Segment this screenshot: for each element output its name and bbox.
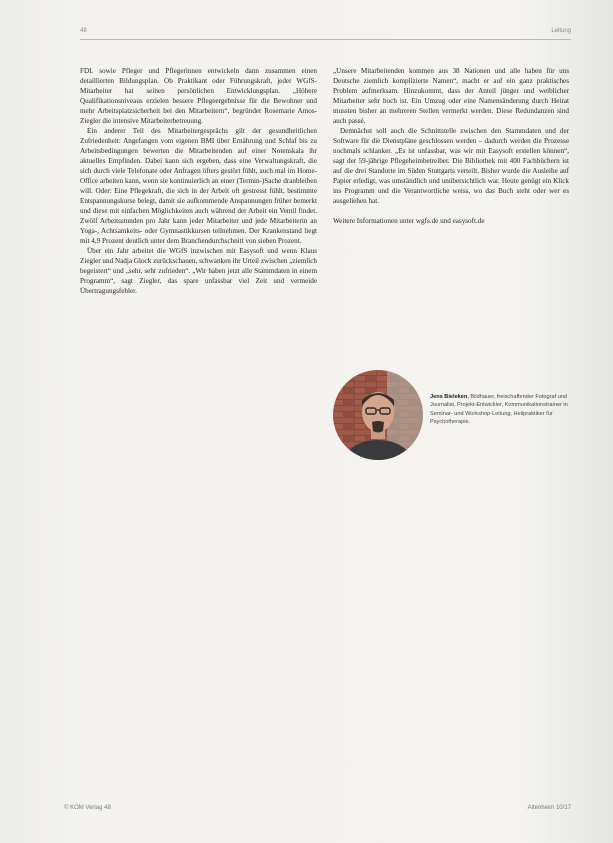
footer-issue: Altenheim 10/17	[527, 805, 571, 811]
more-info-line: Weitere Informationen unter wgfs.de und easysoft.de	[333, 217, 485, 225]
paragraph: Über ein Jahr arbeitet die WGfS inzwischen mit Easysoft und wenn Klaus Ziegler und Nadja Glock zurückschauen, schwanken ihr Urteil zwischen „ziemlich begeistert“ und „sehr, sehr zufrieden“. „Wir haben jetzt alle Stammdaten in einem Programm“, sagt Ziegler, das spare unfassbar viel Zeit und vermeide Übertragungsfehler.	[80, 247, 317, 295]
paragraph: „Unsere Mitarbeitenden kommen aus 38 Nationen und alle haben für uns Deutsche ziemlich komplizierte Namen“, macht er auf ein ganz praktisches Problem aufmerksam. Hinzukommt, dass der Anteil jünger und weiblicher Mitarbeiter sehr hoch ist. Ein Umzug oder eine Namensänderung durch Heirat mussten bisher an mehreren Stellen vermerkt werden. Diese Redundanzen sind auch passé.	[333, 67, 569, 125]
page-footer	[64, 805, 571, 815]
author-bio	[430, 393, 575, 426]
paragraph: FDL sowie Pfleger und Pflegerinnen entwickeln dann zusammen einen detaillierten Bildungsplan. Ob Praktikant oder Führungskraft, jeder WGfS-Mitarbeiter hat seinen persönlichen Entwicklungsplan. „Höhere Qualifikationsniveaus erzielen bessere Pflegeergebnisse für die Bewohner und mehr Arbeitsplatzsicherheit bei den Mitarbeitern“, begründet Rosemarie Amos-Ziegler die intensive Mitarbeiterbetreuung.	[80, 67, 317, 125]
paragraph: Ein anderer Teil des Mitarbeitergesprächs gilt der gesundheitlichen Zufriedenheit: Angefangen vom eigenen BMI über Ernährung und Schlaf bis zu Arbeitsbedingungen bewerten die Mitarbeitenden auf einer Notenskala ihr aktuelles Empfinden. Dabei kann sich ergeben, dass eine Verwaltungskraft, die sich durch viele Telefonate oder Anfragen öfters gestört fühlt, auch mal im Home-Office arbeiten kann, wenn sie kontinuierlich an einer (Termin-)Sache dranbleiben will. Oder: Eine Pflegekraft, die sich in der Arbeit oft gestresst fühlt, bestimmte Entspannungskurse belegt, damit sie aufkommende Anspannungen früher bemerkt und diese mit einfachen Möglichkeiten auch während der Arbeit ein Ventil findet. Zwölf Arbeitsstunden pro Jahr kann jeder Mitarbeiter und jede Mitarbeiterin an Yoga-, Achtsamkeits- oder Gymnastikkursen teilnehmen. Der Krankenstand liegt mit 4,9 Prozent deutlich unter dem Branchendurchschnitt von sieben Prozent.	[80, 127, 317, 245]
right-column	[333, 66, 569, 226]
author-name: Jens Bieleken	[430, 394, 468, 400]
author-bio-text: , Bildhauer, freischaffender Fotograf und Journalist, Projekt-Entwickler, Kommunikationstrainer in Seminar- und Workshop-Leitung, Heilpraktiker für Psychotherapie.	[430, 394, 568, 425]
paragraph: Demnächst soll auch die Schnittstelle zwischen den Stammdaten und der Software für die Dienstpläne geschlossen werden – dadurch werden die Prozesse nochmals schlanker. „Es ist unfassbar, was wir mit Easysoft erstellen können“, sagt der 59-jährige Pflegeheimbetreiber. Die Bibliothek mit 400 Fachbüchern ist auf die drei Standorte im Süden Stuttgarts verteilt. Bisher wurde die Ausleihe auf Papier erledigt, was umständlich und unübersichtlich war. Heute genügt ein Klick ins Programm und die Verantwortliche weiss, wo das Buch steht oder wer es ausgeliehen hat.	[333, 127, 569, 205]
running-head	[80, 29, 571, 40]
footer-publisher: © KOM Verlag 48	[64, 805, 111, 811]
left-column	[80, 66, 317, 296]
author-photo	[333, 370, 423, 460]
page-number: 48	[80, 28, 87, 34]
section-label: Leitung	[551, 28, 571, 34]
author-box	[333, 370, 573, 462]
